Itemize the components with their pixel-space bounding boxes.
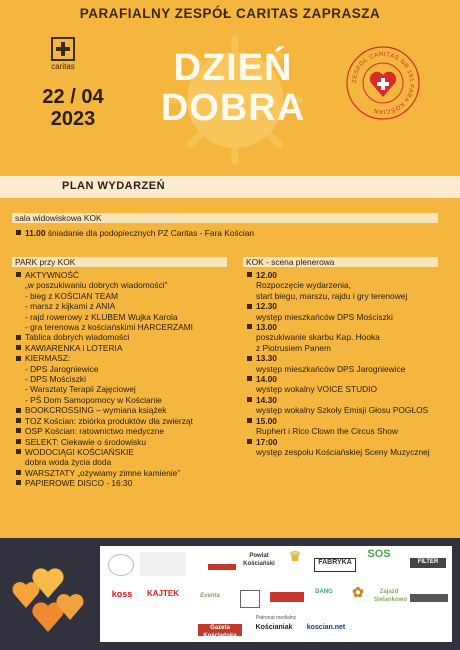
bullet-icon [16,335,21,340]
kok-line-text: 12.30 [256,301,277,312]
park-line [16,426,193,436]
kok-line [247,322,430,332]
park-line [16,405,193,415]
bullet-icon [16,439,21,444]
kok-line-text: 17:00 [256,436,278,447]
caritas-logo-label: caritas [51,62,75,71]
kok-line-text: 15.00 [256,415,277,426]
kok-line [247,395,430,405]
bullet-icon [16,418,21,423]
park-line-text: WODOCIĄGI KOŚCIAŃSKIE [25,446,134,457]
park-line [16,416,193,426]
sponsor-logo-10 [410,594,448,602]
park-line [16,478,193,488]
park-line-text: Tablica dobrych wiadomości [25,332,130,343]
kok-line-text: występ wokalny Szkoły Emisji Głosu POGŁOS [256,405,429,416]
kok-line [247,416,430,426]
sponsor-logo-filter [410,558,446,568]
sala-label: sala widowiskowa KOK [15,213,102,223]
park-line [16,353,193,363]
plan-title: PLAN WYDARZEŃ [62,180,166,192]
park-line [16,395,193,405]
kok-line [247,364,430,374]
kok-line [247,343,430,353]
organizer-title: PARAFIALNY ZESPÓŁ CARITAS ZAPRASZA [79,6,381,21]
title-line-2: DOBRA [160,87,306,129]
park-line [16,437,193,447]
kok-line-text: występ zespołu Kościańskiej Sceny Muzycznej [256,446,430,457]
park-line [16,468,193,478]
park-line-text: - Warsztaty Terapii Zajęciowej [25,384,136,395]
sponsor-logos [100,546,452,642]
park-line [16,322,193,332]
kok-line-text: 13.30 [256,353,277,364]
sponsor-logo-koss [106,590,138,604]
bullet-icon [247,324,252,329]
sponsor-name-sos: SOS [367,548,391,560]
caritas-cross-icon [51,37,75,61]
caritas-stamp [345,45,421,121]
park-line [16,332,193,342]
park-line-text: AKTYWNOŚĆ [25,270,79,280]
bullet-icon [247,304,252,309]
park-line-text: TOZ Kościan: zbiórka produktów dla zwierząt [25,415,193,426]
title-line-1: DZIEŃ [173,47,293,89]
park-line-text: KIERMASZ: [25,353,71,364]
sponsor-logo-powiat [242,552,276,574]
sponsor-name-kajtek: KAJTEK [146,589,179,598]
park-label: PARK przy KOK [15,257,76,267]
media-name-koscian-net: koscian.net [306,624,346,631]
kok-line [247,384,430,394]
date-day: 22 / 04 [42,86,104,108]
event-date [28,86,118,130]
park-line [16,343,193,353]
sponsor-name-koss: koss [111,589,133,599]
bullet-icon [247,397,252,402]
sponsor-logo-sos [364,550,394,574]
sponsor-name-powiat: Powiat Kościański [243,553,275,567]
sponsor-logo-kajtek [146,590,180,604]
kok-schedule [247,270,430,457]
bullet-icon [247,356,252,361]
park-line-text: - bieg z KOŚCIAN TEAM [25,290,118,301]
flower-logo-icon: ✿ [352,584,364,600]
bullet-icon [16,345,21,350]
bullet-icon [16,272,21,277]
kok-line [247,437,430,447]
bullet-icon [247,439,252,444]
kok-line-text: Rozpoczęcie wydarzenia, [256,280,351,291]
media-logo-koscian-net [304,624,348,636]
sala-time: 11.00 [25,228,46,238]
kok-label: KOK - scena plenerowa [246,257,335,267]
park-line-text: - PŚ Dom Samopomocy w Kościanie [25,394,162,405]
park-line-text: „w poszukiwaniu dobrych wiadomości” [25,280,168,291]
bullet-icon [16,470,21,475]
kok-line-text: 14.30 [256,394,277,405]
park-line-text: OSP Kościan: ratownictwo medyczne [25,426,165,437]
park-line-text: dobra woda życia doda [25,457,112,468]
park-line-text: - gra terenowa z kościańskimi HARCERZAMI [25,322,194,333]
sponsor-name-dang: DANG [315,589,333,595]
kok-line [247,332,430,342]
park-line [16,364,193,374]
sponsor-logo-dang [312,588,336,608]
kok-line [247,301,430,311]
park-line-text: - marsz z kijkami z ANIA [25,301,116,312]
patronat-label: Patronat medialny [255,615,297,621]
park-line [16,457,193,467]
sala-text: śniadanie dla podopiecznych PZ Caritas - Fara Kościan [45,228,255,238]
kok-line [247,447,430,457]
event-title [158,48,308,128]
media-logo-gazeta [198,624,242,639]
park-line [16,291,193,301]
media-name-gazeta: Gazeta Kościańska [203,625,237,639]
sponsor-name-eventa: Eventa [200,593,220,599]
kok-line-text: poszukiwanie skarbu Kap. Hooka [256,332,380,343]
kok-line-text: 12.00 [256,270,277,280]
kok-line-text: występ wokalny VOICE STUDIO [256,384,378,395]
park-line [16,270,193,280]
sponsor-name-filter: FILTER [417,559,439,565]
park-line [16,374,193,384]
kok-line [247,374,430,384]
kok-line-text: 13.00 [256,322,277,333]
kok-line [247,270,430,280]
kok-line-text: Ruphert i Rico Clown the Circus Show [256,426,398,437]
kok-line-text: z Piotrusiem Panem [256,342,331,353]
hearts-icon [12,568,86,634]
park-schedule [16,270,193,489]
park-line [16,447,193,457]
kok-line [247,353,430,363]
bullet-icon [247,376,252,381]
date-year: 2023 [50,108,96,130]
bullet-icon [16,449,21,454]
bullet-icon [16,428,21,433]
sponsor-logo-fabryka [314,558,356,572]
kok-line [247,426,430,436]
bullet-icon [247,418,252,423]
stamp-heart-icon [370,72,396,97]
park-line-text: - DPS Jarogniewice [25,363,99,374]
kok-line [247,405,430,415]
sponsor-logo-zajazd [374,588,408,608]
park-line [16,301,193,311]
kok-line-text: występ mieszkańców DPS Mościszki [256,311,393,322]
bullet-icon [16,356,21,361]
sponsor-logo-1 [108,554,134,576]
caritas-logo [46,37,80,75]
park-line-text: - rajd rowerowy z KLUBEM Wujka Karola [25,311,178,322]
park-line-text: PAPIEROWE DISCO - 16:30 [25,478,133,489]
park-line-text: WARSZTATY „ożywiamy zimne kamienie” [25,467,181,478]
park-line-text: - DPS Mościszki [25,374,86,385]
kok-line-text: występ mieszkańców DPS Jarogniewice [256,363,406,374]
kok-line-text: start biegu, marszu, rajdu i gry terenowej [256,290,408,301]
bullet-icon [16,230,21,235]
media-logo-koscianiak [250,624,298,636]
sponsor-logo-3 [208,564,236,570]
sponsor-name-zajazd: Zajazd Sielankowo [374,589,408,603]
bullet-icon [16,480,21,485]
bullet-icon [247,272,252,277]
park-line-text: SELEKT: Ciekawie o środowisku [25,436,147,447]
park-line [16,312,193,322]
kok-line [247,280,430,290]
park-line [16,384,193,394]
kok-line [247,312,430,322]
media-name-koscianiak: Kościaniak [255,624,293,631]
kok-line [247,291,430,301]
kok-line-text: 14.00 [256,374,277,385]
sala-item [16,228,254,239]
crown-logo-icon: ♛ [288,548,302,564]
stamp-text: ZESPÓŁ CARITAS NR 161 FARA KOŚCIAN [351,51,415,115]
sponsor-name-fabryka: FABRYKA [318,559,352,566]
sponsor-logo-7 [270,592,304,602]
park-line [16,280,193,290]
bullet-icon [16,408,21,413]
sponsor-logo-2 [140,552,186,576]
sponsor-logo-6 [240,590,260,608]
park-line-text: BOOKCROSSING – wymiana książek [25,405,167,416]
park-line-text: KAWIARENKA i LOTERIA [25,342,123,353]
sponsor-logo-eventa [190,592,230,604]
